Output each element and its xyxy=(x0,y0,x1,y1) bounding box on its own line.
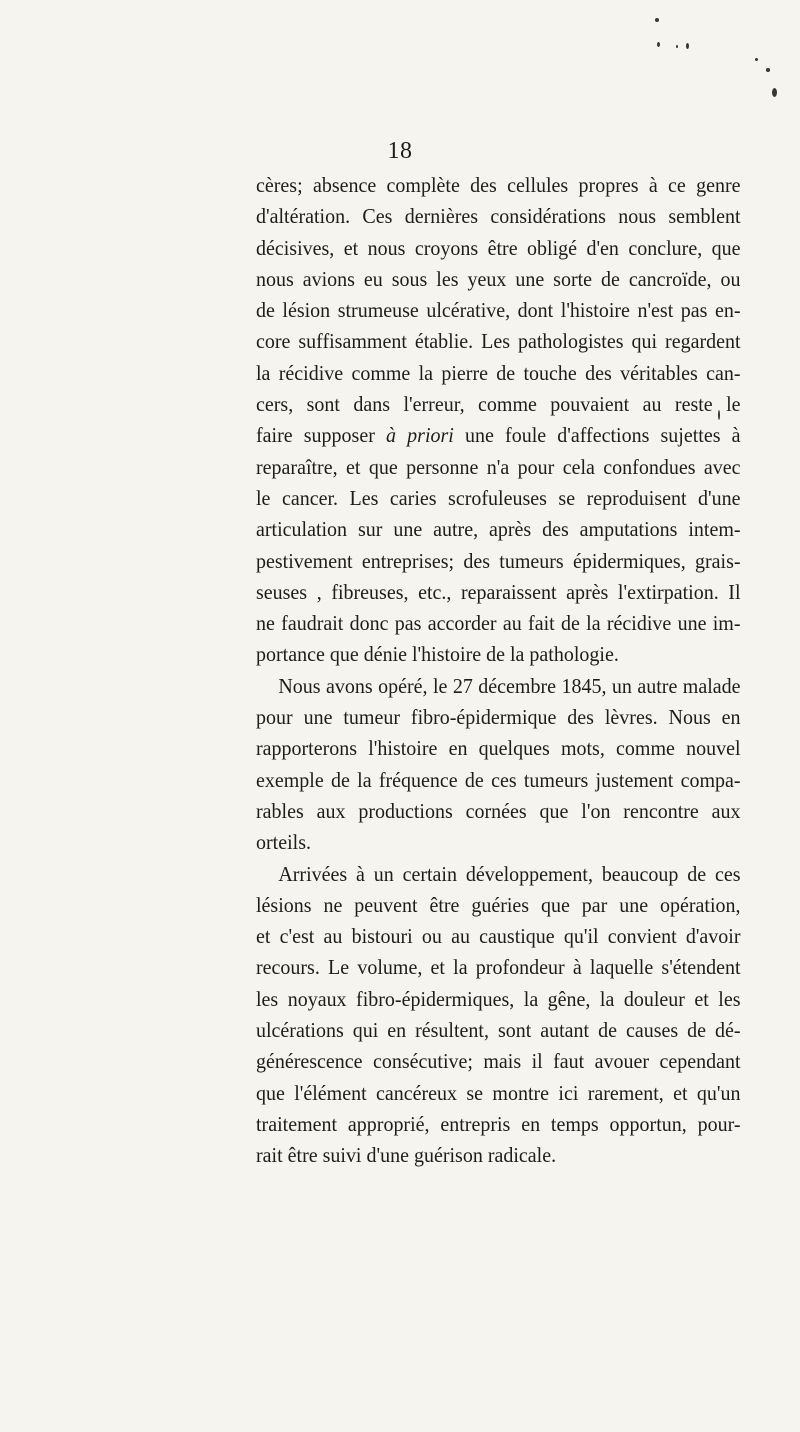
text-line: core suffisamment établie. Les pathologistes qui regardent xyxy=(256,329,741,354)
text-line: ne faudrait donc pas accorder au fait de la récidive une im- xyxy=(256,611,741,636)
text-line: et c'est au bistouri ou au caustique qu'il convient d'avoir xyxy=(256,924,741,949)
text-line: traitement approprié, entrepris en temps opportun, pour- xyxy=(256,1111,741,1136)
text-line: que l'élément cancéreux se montre ici rarement, et qu'un xyxy=(256,1080,741,1105)
text-line: seuses , fibreuses, etc., reparaissent après l'extirpation. Il xyxy=(256,579,741,604)
text-line: la récidive comme la pierre de touche des véritables can- xyxy=(256,360,741,385)
text-line: de lésion strumeuse ulcérative, dont l'histoire n'est pas en- xyxy=(256,298,741,323)
text-segment: une foule d'affections sujettes à xyxy=(453,423,741,448)
text-line: pestivement entreprises; des tumeurs épidermiques, grais- xyxy=(256,548,741,573)
text-line: rables aux productions cornées que l'on rencontre aux xyxy=(256,798,741,823)
page-number: 18 xyxy=(387,138,413,164)
text-line: portance que dénie l'histoire de la pathologie. xyxy=(256,642,619,667)
text-line: lésions ne peuvent être guéries que par une opération, xyxy=(256,892,741,917)
text-line: générescence consécutive; mais il faut avouer cependant xyxy=(256,1049,741,1074)
text-line: orteils. xyxy=(256,830,311,855)
text-line xyxy=(256,420,741,451)
text-line: décisives, et nous croyons être obligé d'en conclure, que xyxy=(256,235,741,260)
text-line: nous avions eu sous les yeux une sorte de cancroïde, ou xyxy=(256,266,741,291)
text-line: les noyaux fibro-épidermiques, la gêne, la douleur et les xyxy=(256,986,741,1011)
text-line: cers, sont dans l'erreur, comme pouvaient au reste le xyxy=(256,392,741,417)
text-line: articulation sur une autre, après des amputations intem- xyxy=(256,517,741,542)
text-line: rapporterons l'histoire en quelques mots, comme nouvel xyxy=(256,736,741,761)
text-line: ulcérations qui en résultent, sont autant de causes de dé- xyxy=(256,1018,741,1043)
text-line: reparaître, et que personne n'a pour cela confondues avec xyxy=(256,454,741,479)
text-line: recours. Le volume, et la profondeur à laquelle s'étendent xyxy=(256,955,741,980)
text-line: cères; absence complète des cellules propres à ce genre xyxy=(256,173,741,197)
text-line: d'altération. Ces dernières considérations nous semblent xyxy=(256,204,741,229)
text-line: le cancer. Les caries scrofuleuses se reproduisent d'une xyxy=(256,485,741,510)
text-line: rait être suivi d'une guérison radicale. xyxy=(256,1143,557,1168)
text-line: exemple de la fréquence de ces tumeurs justement compa- xyxy=(256,767,741,792)
text-line: pour une tumeur fibro-épidermique des lèvres. Nous en xyxy=(256,705,741,730)
text-segment: faire supposer xyxy=(256,423,387,448)
body-text xyxy=(256,170,741,1172)
italic-phrase: à priori xyxy=(386,423,454,448)
text-line: Nous avons opéré, le 27 décembre 1845, un autre malade xyxy=(278,673,741,698)
text-line: Arrivées à un certain développement, beaucoup de ces xyxy=(278,861,741,886)
